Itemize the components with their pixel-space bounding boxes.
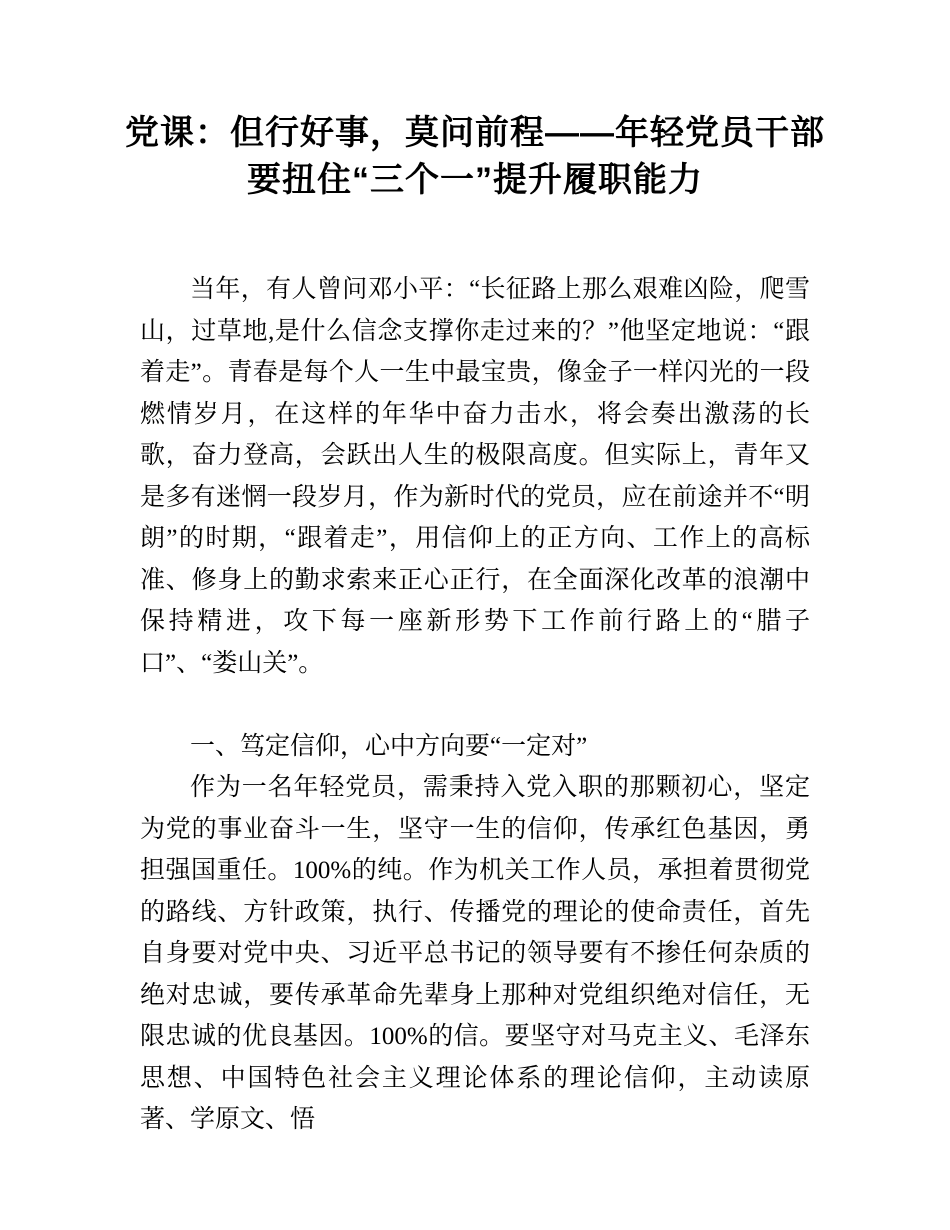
document-title-line-1: 党课：但行好事，莫问前程——年轻党员干部 [125, 114, 825, 152]
paragraph-intro: 当年，有人曾问邓小平：“长征路上那么艰难凶险，爬雪山，过草地,是什么信念支撑你走过来的？”他坚定地说：“跟着走”。青春是每个人一生中最宝贵，像金子一样闪光的一段燃情岁月，在这样的年华中奋力击水，将会奏出激荡的长歌，奋力登高，会跃出人生的极限高度。但实际上，青年又是多有迷惘一段岁月，作为新时代的党员，应在前途并不“明朗”的时期，“跟着走”，用信仰上的正方向、工作上的高标准、修身上的勤求索来正心正行，在全面深化改革的浪潮中保持精进，攻下每一座新形势下工作前行路上的“腊子口”、“娄山关”。 [140, 276, 810, 677]
paragraph-section-1-body: 作为一名年轻党员，需秉持入党入职的那颗初心，坚定为党的事业奋斗一生，坚守一生的信仰，传承红色基因，勇担强国重任。100%的纯。作为机关工作人员，承担着贯彻党的路线、方针政策，执行、传播党的理论的使命责任，首先自身要对党中央、习近平总书记的领导要有不掺任何杂质的绝对忠诚，要传承革命先辈身上那种对党组织绝对信任，无限忠诚的优良基因。100%的信。要坚守对马克主义、毛泽东思想、中国特色社会主义理论体系的理论信仰，主动读原著、学原文、悟 [140, 774, 810, 1133]
section-heading-1: 一、笃定信仰，心中方向要“一定对” [190, 732, 588, 760]
document-title-line-2: 要扭住“三个一”提升履职能力 [247, 161, 703, 199]
document-title [0, 110, 950, 204]
document-body [140, 269, 810, 1141]
